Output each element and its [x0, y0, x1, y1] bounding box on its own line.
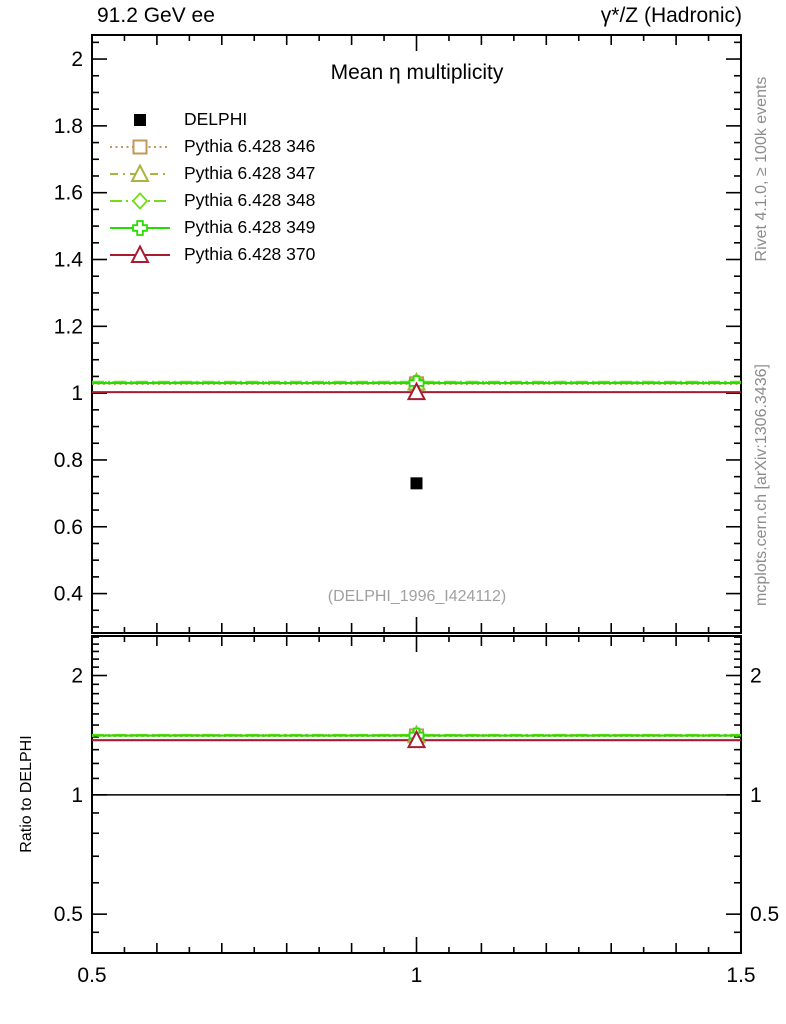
tick-label: 1	[410, 964, 423, 987]
legend-item	[106, 106, 315, 133]
tick-label: 1.4	[53, 248, 83, 272]
analysis-watermark: (DELPHI_1996_I424112)	[327, 588, 507, 605]
legend-line-marker-icon	[106, 161, 174, 187]
tick-label: 1.2	[53, 315, 83, 339]
legend-label: Pythia 6.428 370	[184, 244, 316, 264]
legend-sample-marker	[133, 193, 147, 208]
legend-label: DELPHI	[184, 109, 248, 129]
tick-label: 1.5	[726, 964, 756, 987]
tick-label: 1.8	[53, 114, 83, 138]
tick-label: 0.5	[53, 903, 83, 927]
legend-label: Pythia 6.428 346	[184, 136, 316, 156]
legend-sample-marker	[133, 221, 147, 235]
legend-item	[106, 241, 315, 268]
legend-line-marker-icon	[106, 215, 174, 241]
tick-label: 0.6	[53, 515, 83, 539]
tick-label: 2	[750, 664, 762, 688]
tick-label: 0.5	[750, 903, 780, 927]
rivet-version-note: Rivet 4.1.0, ≥ 100k events	[753, 76, 770, 262]
legend-sample-marker	[134, 140, 147, 153]
legend-label: Pythia 6.428 348	[184, 190, 316, 210]
legend-label: Pythia 6.428 347	[184, 163, 316, 183]
ratio-series	[92, 727, 741, 795]
main-series	[92, 374, 741, 489]
tick-label: 0.4	[53, 582, 83, 606]
process-label: γ*/Z (Hadronic)	[600, 4, 742, 27]
legend-item	[106, 187, 315, 214]
tick-label: 0.8	[53, 448, 83, 472]
tick-label: 2	[71, 664, 83, 688]
legend	[106, 106, 315, 268]
ratio-axis-title: Ratio to DELPHI	[18, 735, 35, 853]
ratio-y-ticks	[92, 637, 741, 932]
marker-delphi	[411, 477, 423, 489]
legend-item	[106, 214, 315, 241]
main-y-labels	[54, 48, 84, 606]
legend-line-marker-icon	[106, 242, 174, 268]
mcplots-arxiv-note: mcplots.cern.ch [arXiv:1306.3436]	[753, 364, 770, 606]
tick-label: 1	[750, 783, 762, 807]
legend-label: Pythia 6.428 349	[184, 217, 316, 237]
tick-label: 2	[71, 48, 83, 72]
tick-label: 1	[71, 382, 83, 406]
legend-data-marker-icon	[106, 107, 174, 133]
tick-label: 1.6	[53, 181, 83, 205]
legend-item	[106, 133, 315, 160]
legend-item	[106, 160, 315, 187]
legend-line-marker-icon	[106, 188, 174, 214]
x-axis-labels	[77, 964, 755, 987]
tick-label: 1	[71, 783, 83, 807]
tick-label: 0.5	[77, 964, 107, 987]
plot-title: Mean η multiplicity	[330, 61, 504, 84]
beam-energy-label: 91.2 GeV ee	[97, 4, 215, 27]
legend-line-marker-icon	[106, 134, 174, 160]
legend-sample-marker	[134, 114, 146, 126]
